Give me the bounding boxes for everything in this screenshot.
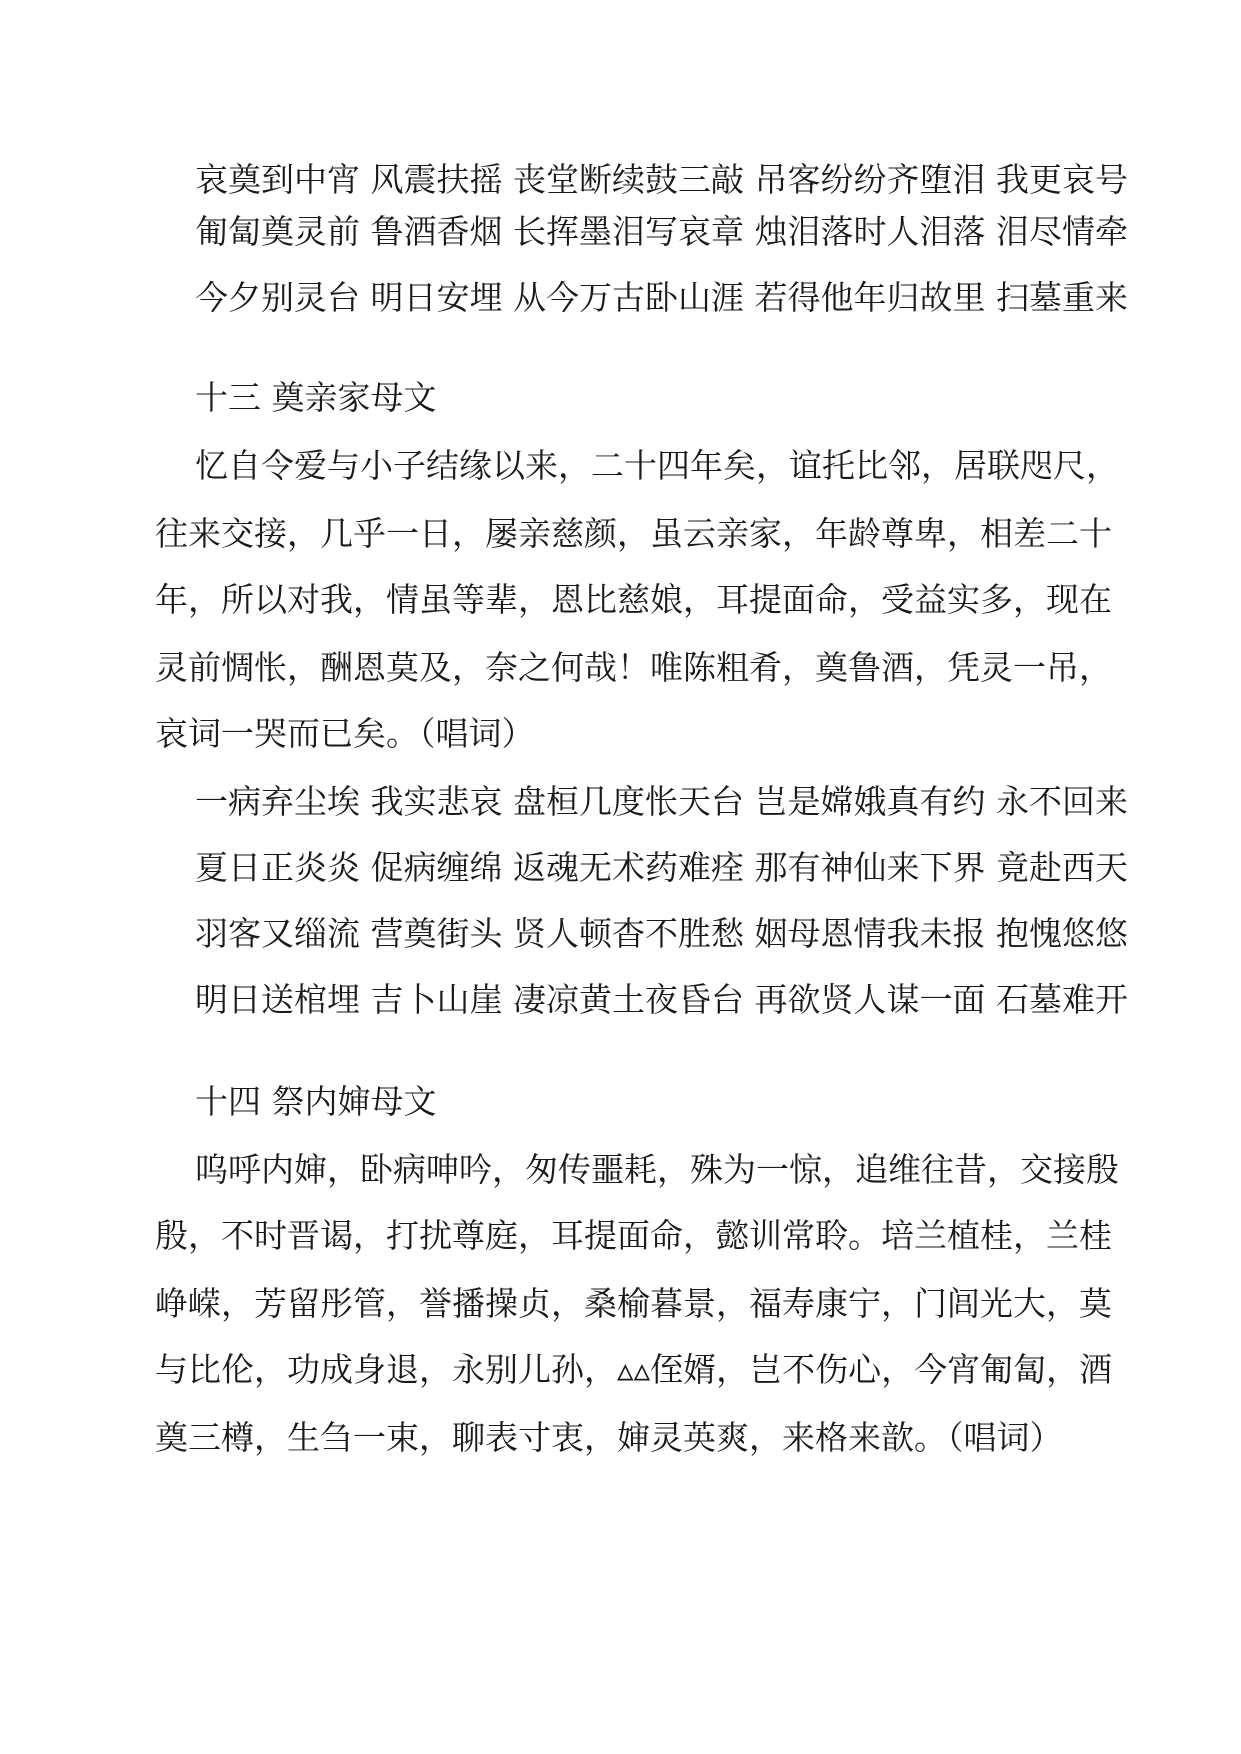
prose-line: 往来交接，几乎一日，屡亲慈颜，虽云亲家，年龄尊卑，相差二十 — [155, 514, 1112, 553]
prose-line: 忆自令爱与小子结缘以来，二十四年矣，谊托比邻，居联咫尺， — [195, 446, 1119, 485]
prose-line: 呜呼内婶，卧病呻吟，匆传噩耗，殊为一惊，追维往昔，交接殷 — [195, 1150, 1119, 1189]
verse-line: 匍匐奠灵前 鲁酒香烟 长挥墨泪写哀章 烛泪落时人泪落 泪尽情牵 — [195, 212, 1128, 251]
prose-line: 殷，不时晋谒，打扰尊庭，耳提面命，懿训常聆。培兰植桂，兰桂 — [155, 1216, 1112, 1255]
section-heading: 十三 奠亲家母文 — [195, 378, 437, 417]
verse-line: 哀奠到中宵 风震扶摇 丧堂断续鼓三敲 吊客纷纷齐堕泪 我更哀号 — [195, 160, 1128, 199]
verse-line: 夏日正炎炎 促病缠绵 返魂无术药难痊 那有神仙来下界 竟赴西天 — [195, 848, 1128, 887]
prose-line: 峥嵘，芳留彤管，誉播操贞，桑榆暮景，福寿康宁，门闾光大，莫 — [155, 1284, 1112, 1323]
verse-line: 明日送棺埋 吉卜山崖 凄凉黄土夜昏台 再欲贤人谋一面 石墓难开 — [195, 980, 1128, 1019]
verse-line: 羽客又缁流 营奠街头 贤人顿杳不胜愁 姻母恩情我未报 抱愧悠悠 — [195, 914, 1128, 953]
prose-line: 哀词一哭而已矣。（唱词） — [155, 714, 535, 753]
prose-line: 灵前惆怅，酬恩莫及，奈之何哉！唯陈粗肴，奠鲁酒，凭灵一吊， — [155, 648, 1112, 687]
prose-line: 年，所以对我，情虽等辈，恩比慈娘，耳提面命，受益实多，现在 — [155, 580, 1112, 619]
verse-line: 一病弃尘埃 我实悲哀 盘桓几度怅天台 岂是嫦娥真有约 永不回来 — [195, 782, 1128, 821]
verse-line: 今夕别灵台 明日安埋 从今万古卧山涯 若得他年归故里 扫墓重来 — [195, 278, 1128, 317]
section-heading: 十四 祭内婶母文 — [195, 1082, 437, 1121]
prose-line: 与比伦，功成身退，永别儿孙，▵▵侄婿，岂不伤心，今宵匍匐，酒 — [155, 1350, 1113, 1389]
prose-line: 奠三樽，生刍一束，聊表寸衷，婶灵英爽，来格来歆。（唱词） — [155, 1418, 1063, 1457]
